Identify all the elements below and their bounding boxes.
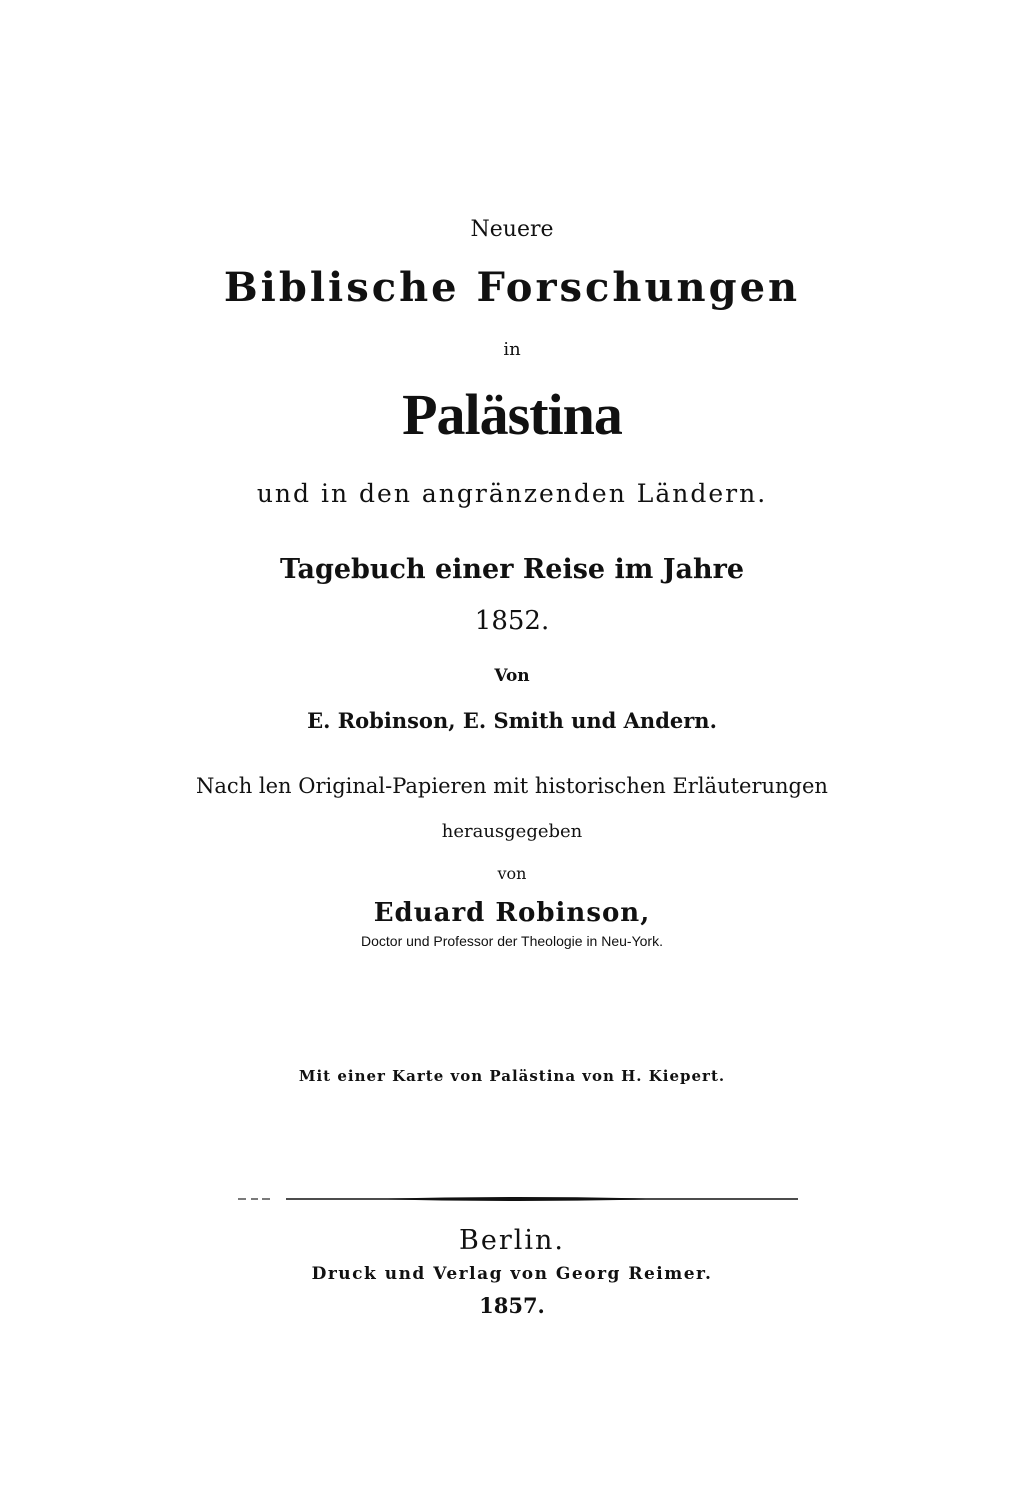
printer-line: Druck und Verlag von Georg Reimer. <box>311 1264 713 1284</box>
edited-label: herausgegeben <box>441 821 583 842</box>
title-place: Palästina <box>402 382 622 447</box>
ornamental-rule <box>238 1194 798 1204</box>
originals-line: Nach len Original-Papieren mit historischen Erläuterungen <box>196 774 828 798</box>
journey-year: 1852. <box>474 606 550 636</box>
by-label: Von <box>494 666 530 686</box>
diary-line: Tagebuch einer Reise im Jahre <box>279 554 745 585</box>
title-kicker: Neuere <box>470 217 554 242</box>
editor-name: Eduard Robinson, <box>373 898 651 928</box>
title-connector: in <box>503 339 521 360</box>
by-label-editor: von <box>497 864 527 883</box>
main-title: Biblische Forschungen <box>223 264 801 311</box>
map-note: Mit einer Karte von Palästina von H. Kiepert. <box>298 1067 726 1085</box>
editor-title: Doctor und Professor der Theologie in Neu-York. <box>361 933 663 949</box>
publication-year: 1857. <box>479 1293 545 1318</box>
publication-city: Berlin. <box>459 1225 565 1256</box>
subtitle: und in den angränzenden Ländern. <box>256 479 768 508</box>
authors: E. Robinson, E. Smith und Andern. <box>307 708 717 733</box>
